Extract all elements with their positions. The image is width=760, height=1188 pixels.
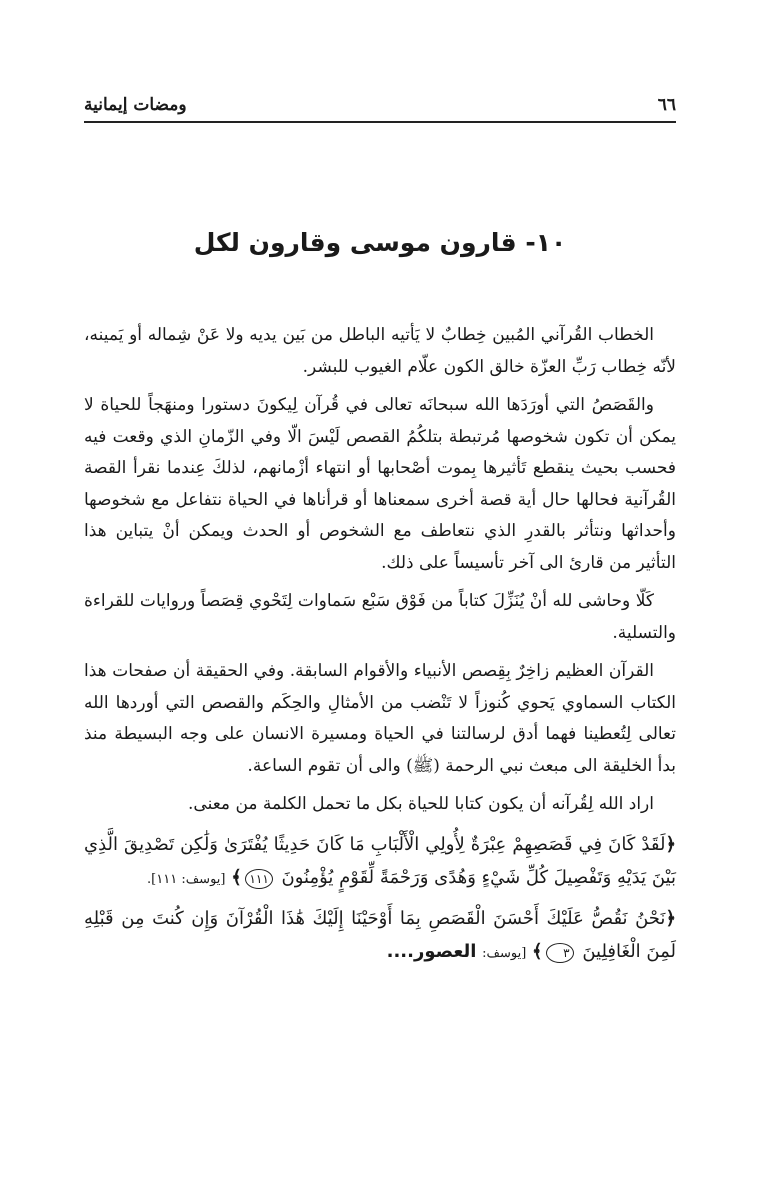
body-text bbox=[84, 320, 676, 972]
page-number: ٦٦ bbox=[657, 95, 676, 115]
verse-number-marker: ١١١ bbox=[245, 869, 273, 889]
quran-verse bbox=[84, 902, 676, 970]
verse-reference: [يوسف: bbox=[482, 945, 527, 961]
verse-text: نَحْنُ نَقُصُّ عَلَيْكَ أَحْسَنَ الْقَصَصِ بِمَا أَوْحَيْنَا إِلَيْكَ هَٰذَا الْقُرْآنَ وَإِن كُنتَ مِن قَبْلِهِ لَمِنَ الْغَافِلِينَ bbox=[84, 907, 676, 962]
paragraph: القرآن العظيم زاخِرٌ بِقِصص الأنبياء والأقوام السابقة. وفي الحقيقة أن صفحات هذا الكتاب السماوي يَحوي كُنوزاً لا تَنْضب من الأمثالِ والحِكَم والقصص التي أوردها الله تعالى لِتُعطينا فهما أدق لرسالتنا في الحياة ومسيرة الانسان على وجه البسيطة منذ بدأ الخليقة الى مبعث نبي الرحمة (ﷺ) والى أن تقوم الساعة. bbox=[84, 661, 676, 776]
paragraph: الخطاب القُرآني المُبين خِطابٌ لا يَأتيه الباطل من بَين يديه ولا عَنْ شِماله أو يَمينه، لأنّه خِطاب رَبِّ العزّة خالق الكون علّام الغيوب للبشر. bbox=[84, 325, 676, 377]
ornate-bracket-open: ﴿ bbox=[665, 907, 676, 929]
verse-number-marker: ٣ bbox=[546, 943, 574, 963]
verse-text: لَقَدْ كَانَ فِي قَصَصِهِمْ عِبْرَةٌ لِأُولِي الْأَلْبَابِ مَا كَانَ حَدِيثًا يُفْتَرَىٰ وَلَٰكِن تَصْدِيقَ الَّذِي بَيْنَ يَدَيْهِ وَتَفْصِيلَ كُلِّ شَيْءٍ وَهُدًى وَرَحْمَةً لِّقَوْمٍ يُؤْمِنُونَ bbox=[84, 833, 676, 888]
running-header bbox=[84, 90, 676, 120]
paragraph: كَلّا وحاشى لله أنْ يُنَزِّلَ كتاباً من فَوْق سَبْع سَماوات لِتَحْوي قِصَصاً وروايات للقراءة والتسلية. bbox=[84, 591, 676, 643]
ornate-bracket-open: ﴿ bbox=[665, 833, 676, 855]
ornate-bracket-close: ﴾ bbox=[231, 866, 242, 888]
header-rule bbox=[84, 121, 676, 123]
book-title: ومضات إيمانية bbox=[84, 95, 187, 115]
verse-reference: [يوسف: ١١١]. bbox=[147, 871, 226, 887]
paragraph: والقَصَصُ التي أورَدَها الله سبحانَه تعالى في قُرآن لِيكونَ دستورا ومنهَجاً للحياة لا يمكن أن تكون شخوصها مُرتبطة بتلكُمُ القصص لَيْسَ الّا وفي الزّمانِ الذي وقعت فيه فحسب بحيث ينقطع تَأثيرها بِموت أصْحابها أو انتهاء أزْمانهم، لذلكَ عِندما نقرأ القصة القُرآنية فحالها حال أية قصة أخرى سمعناها أو قرأناها في الحياة نتفاعل مع شخوصها وأحداثها ونتأثر بالقدرِ الذي نتعاطف مع الشخوص أو الحدث ويمكن أنْ يتباين هذا التأثير من قارئ الى آخر تأسيساً على ذلك. bbox=[84, 395, 676, 573]
ornate-bracket-close: ﴾ bbox=[532, 940, 543, 962]
paragraph: اراد الله لِقُرآنه أن يكون كتابا للحياة بكل ما تحمل الكلمة من معنى. bbox=[188, 794, 654, 814]
quran-verse bbox=[84, 828, 676, 896]
chapter-title: ١٠- قارون موسى وقارون لكل bbox=[193, 228, 567, 257]
continuation-text: العصور.... bbox=[386, 940, 477, 962]
